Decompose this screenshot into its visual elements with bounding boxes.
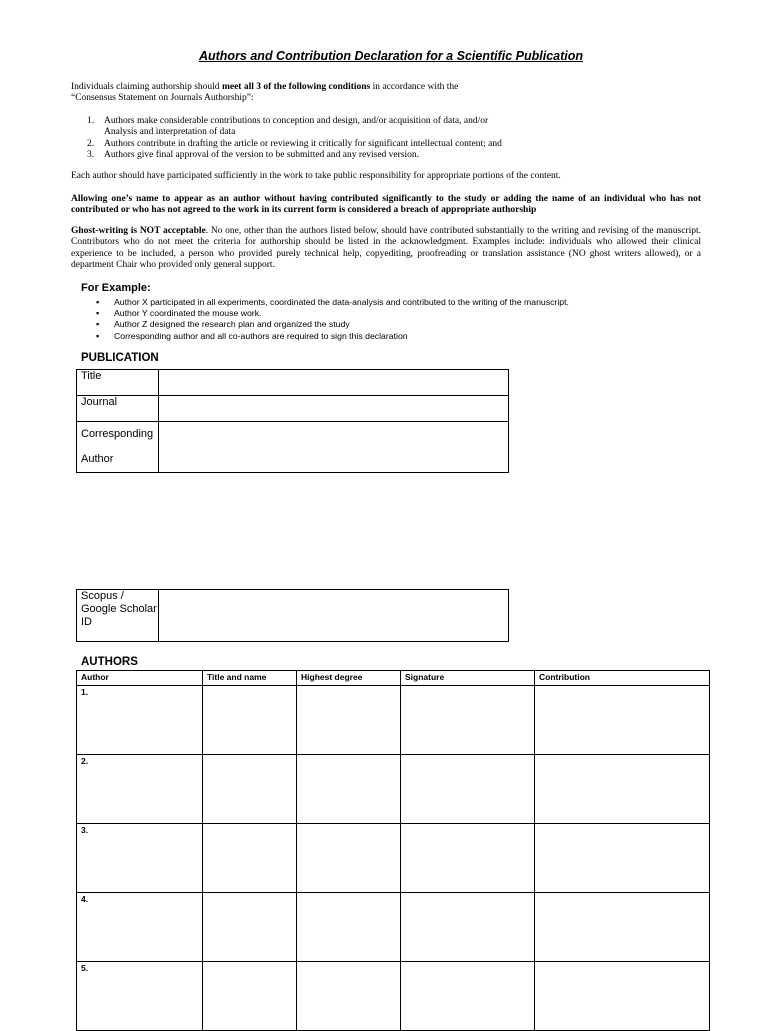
intro-text-line2: “Consensus Statement on Journals Authorship”: [71,93,254,104]
scopus-label-line2: Google Scholar [81,603,157,615]
degree-cell[interactable] [297,755,401,824]
scopus-row [77,590,509,642]
corresponding-author-field[interactable] [159,422,509,473]
author-row [77,893,710,962]
journal-row [77,396,509,422]
condition-number: 2. [87,138,95,149]
publication-heading: PUBLICATION [81,352,159,364]
examples-list [96,297,716,342]
author-row [77,824,710,893]
contribution-cell[interactable] [535,755,710,824]
journal-label: Journal [77,396,159,422]
example-item: ▪ Author Z designed the research plan and organized the study [96,319,716,330]
title-name-cell[interactable] [203,824,297,893]
author-number: 2. [77,755,203,824]
authors-table [76,670,710,1031]
document-title: Authors and Contribution Declaration for a Scientific Publication [198,49,584,63]
condition-item [71,139,711,150]
example-heading: For Example: [81,282,151,294]
title-field[interactable] [159,370,509,396]
author-row [77,962,710,1031]
signature-cell[interactable] [401,824,535,893]
title-label: Title [77,370,159,396]
contribution-cell[interactable] [535,824,710,893]
title-name-cell[interactable] [203,755,297,824]
contribution-cell[interactable] [535,893,710,962]
example-item: ▪ Corresponding author and all co-authors are required to sign this declaration [96,331,716,342]
condition-text-line2: Analysis and interpretation of data [104,127,236,138]
intro-bold-text: meet all 3 of the following conditions [221,82,371,92]
scopus-id-field[interactable] [159,590,509,642]
contribution-cell[interactable] [535,686,710,755]
ghost-writing-bold: Ghost-writing is NOT acceptable [71,226,206,236]
example-item: ▪ Author Y coordinated the mouse work. [96,308,716,319]
author-number: 1. [77,686,203,755]
signature-cell[interactable] [401,893,535,962]
condition-text: Authors give final approval of the version to be submitted and any revised version. [104,149,420,160]
condition-text: Authors make considerable contributions to conception and design, and/or acquisition of data, and/or [104,116,489,126]
title-name-cell[interactable] [203,962,297,1031]
authors-heading: AUTHORS [81,656,138,668]
degree-cell[interactable] [297,962,401,1031]
contribution-cell[interactable] [535,962,710,1031]
degree-cell[interactable] [297,893,401,962]
scopus-label-line1: Scopus / [81,590,124,602]
signature-cell[interactable] [401,686,535,755]
journal-field[interactable] [159,396,509,422]
ghost-writing-paragraph [71,226,701,271]
authors-header-row [77,671,710,686]
intro-text-after: in accordance with the [370,82,459,92]
corresponding-author-label [77,422,159,473]
column-header-contribution: Contribution [535,671,710,686]
corresponding-label-line1: Corresponding [81,428,154,440]
column-header-title-name: Title and name [203,671,297,686]
intro-text: Individuals claiming authorship should [71,82,222,92]
title-name-cell[interactable] [203,893,297,962]
condition-number: 3. [87,149,95,160]
scopus-label-line3: ID [81,616,92,628]
column-header-degree: Highest degree [297,671,401,686]
author-number: 3. [77,824,203,893]
title-name-cell[interactable] [203,686,297,755]
corresponding-label-line2: Author [81,453,114,465]
title-row [77,370,509,396]
signature-cell[interactable] [401,755,535,824]
intro-paragraph [71,82,711,105]
scopus-label [77,590,159,642]
example-item: ▪ Author X participated in all experiments, coordinated the data-analysis and contributed to the writing of the manuscript. [96,297,716,308]
breach-paragraph: Allowing one’s name to appear as an author without having contributed significantly to the study or adding the name of an individual who has not contributed or who has not agreed to the work in its current form is considered a breach of appropriate authorship [71,194,701,216]
publication-table [76,369,509,473]
author-number: 5. [77,962,203,1031]
condition-item [71,150,711,161]
scopus-table [76,589,509,642]
ghost-writing-text: . No one, other than the authors listed below, should have contributed substantially to the writing and revising of the manuscript. Contributors who do not meet the criteria for authorship should be listed in the acknowledgment. Examples include: individuals who allowed their clinical experience to be included, a person who provided purely technical help, copyediting, proofreading or translation assistance (NO ghost writers allowed), or a department Chair who provided only general support. [71,226,701,270]
degree-cell[interactable] [297,686,401,755]
author-number: 4. [77,893,203,962]
condition-item [71,116,711,139]
author-row [77,755,710,824]
signature-cell[interactable] [401,962,535,1031]
degree-cell[interactable] [297,824,401,893]
conditions-list [71,116,711,161]
column-header-author: Author [77,671,203,686]
corresponding-author-row [77,422,509,473]
responsibility-paragraph: Each author should have participated sufficiently in the work to take public responsibility for appropriate portions of the content. [71,171,561,181]
condition-number: 1. [87,116,95,126]
condition-text: Authors contribute in drafting the article or reviewing it critically for significant intellectual content; and [104,138,502,149]
column-header-signature: Signature [401,671,535,686]
author-row [77,686,710,755]
